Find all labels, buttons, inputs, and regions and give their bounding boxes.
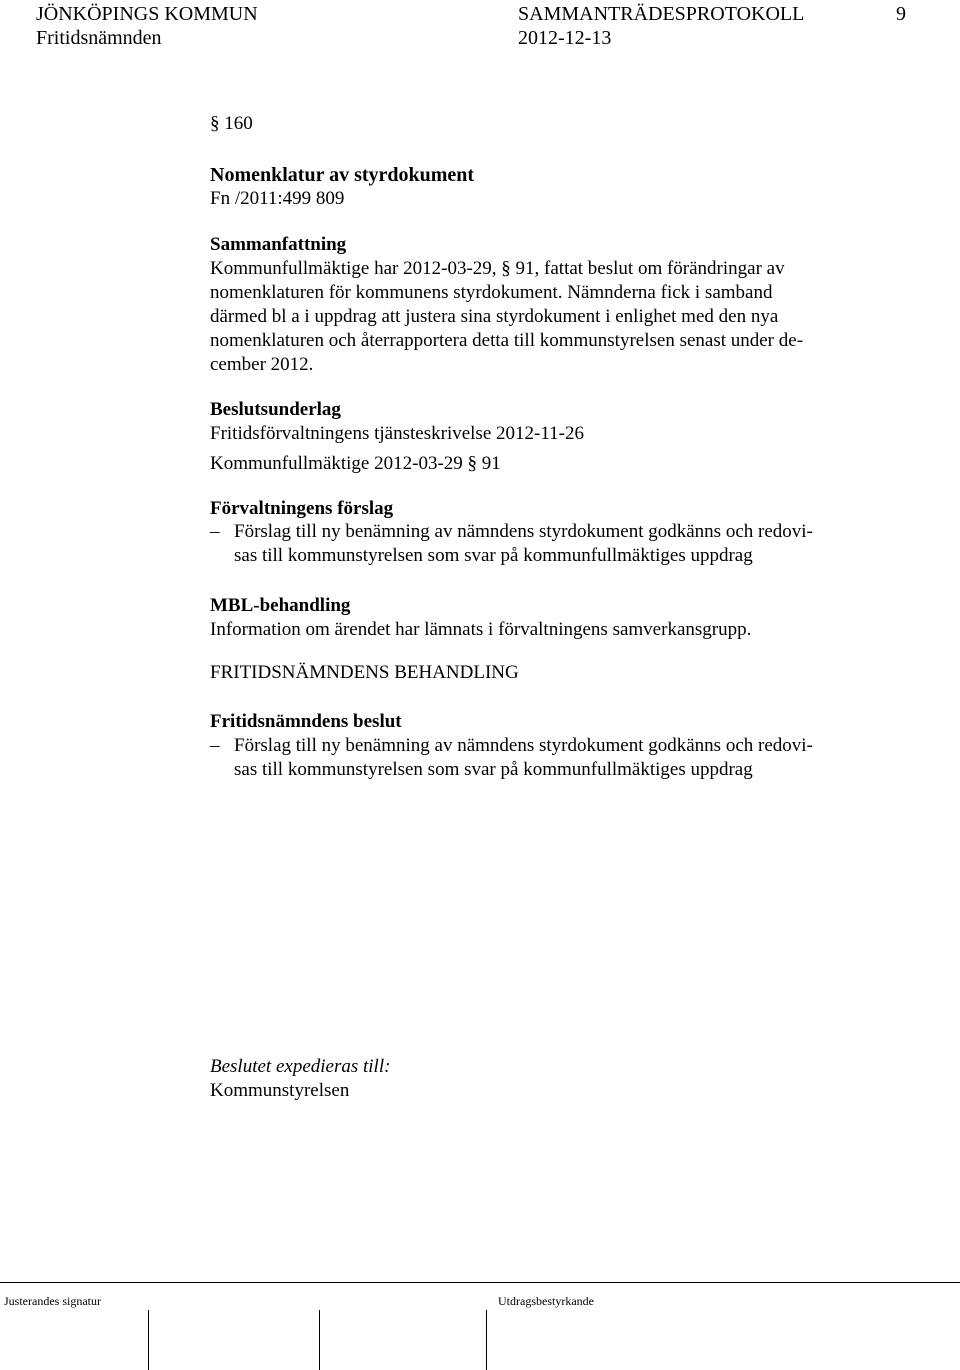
mbl-text: Information om ärendet har lämnats i förvaltningens samverkansgrupp. bbox=[210, 619, 752, 640]
footer-adjuster-signature: Justerandes signatur bbox=[4, 1294, 101, 1308]
signature-box-divider bbox=[486, 1310, 487, 1370]
proposal-list-item bbox=[210, 520, 813, 568]
proposal-heading: Förvaltningens förslag bbox=[210, 498, 394, 519]
handling-heading: FRITIDSNÄMNDENS BEHANDLING bbox=[210, 662, 519, 683]
decision-line: Förslag till ny benämning av nämndens styrdokument godkänns och redovi- bbox=[234, 735, 813, 756]
dash-bullet: – bbox=[210, 735, 220, 756]
page-title: Nomenklatur av styrdokument bbox=[210, 164, 475, 186]
summary-line: därmed bl a i uppdrag att justera sina styrdokument i enlighet med den nya bbox=[210, 306, 779, 327]
signature-box-divider bbox=[148, 1310, 149, 1370]
decision-heading: Fritidsnämndens beslut bbox=[210, 711, 402, 732]
footer-divider bbox=[0, 1282, 960, 1283]
proposal-line: Förslag till ny benämning av nämndens styrdokument godkänns och redovi- bbox=[234, 521, 813, 542]
mbl-heading: MBL-behandling bbox=[210, 595, 351, 616]
header-doc-type: SAMMANTRÄDESPROTOKOLL bbox=[518, 3, 805, 25]
basis-heading: Beslutsunderlag bbox=[210, 399, 341, 420]
summary-heading: Sammanfattning bbox=[210, 234, 347, 255]
summary-line: Kommunfullmäktige har 2012-03-29, § 91, fattat beslut om förändringar av bbox=[210, 258, 785, 279]
dispatch-recipient: Kommunstyrelsen bbox=[210, 1080, 350, 1101]
dispatch-heading: Beslutet expedieras till: bbox=[210, 1056, 391, 1077]
header-org: JÖNKÖPINGS KOMMUN bbox=[36, 3, 258, 25]
basis-item: Fritidsförvaltningens tjänsteskrivelse 2012-11-26 bbox=[210, 423, 584, 444]
decision-line: sas till kommunstyrelsen som svar på kommunfullmäktiges uppdrag bbox=[234, 759, 753, 780]
header-date: 2012-12-13 bbox=[518, 27, 612, 49]
summary-text bbox=[210, 257, 870, 377]
dash-bullet: – bbox=[210, 521, 220, 542]
signature-box-divider bbox=[319, 1310, 320, 1370]
header-committee: Fritidsnämnden bbox=[36, 27, 162, 49]
summary-line: cember 2012. bbox=[210, 354, 314, 375]
case-reference: Fn /2011:499 809 bbox=[210, 188, 345, 209]
proposal-line: sas till kommunstyrelsen som svar på kommunfullmäktiges uppdrag bbox=[234, 545, 753, 566]
decision-list-item bbox=[210, 734, 813, 782]
summary-line: nomenklaturen och återrapportera detta till kommunstyrelsen senast under de- bbox=[210, 330, 804, 351]
summary-line: nomenklaturen för kommunens styrdokument. Nämnderna fick i samband bbox=[210, 282, 773, 303]
footer-extract-verifier: Utdragsbestyrkande bbox=[498, 1294, 594, 1308]
header-page-number: 9 bbox=[896, 3, 906, 25]
paragraph-number: § 160 bbox=[210, 113, 253, 134]
basis-item: Kommunfullmäktige 2012-03-29 § 91 bbox=[210, 453, 501, 474]
